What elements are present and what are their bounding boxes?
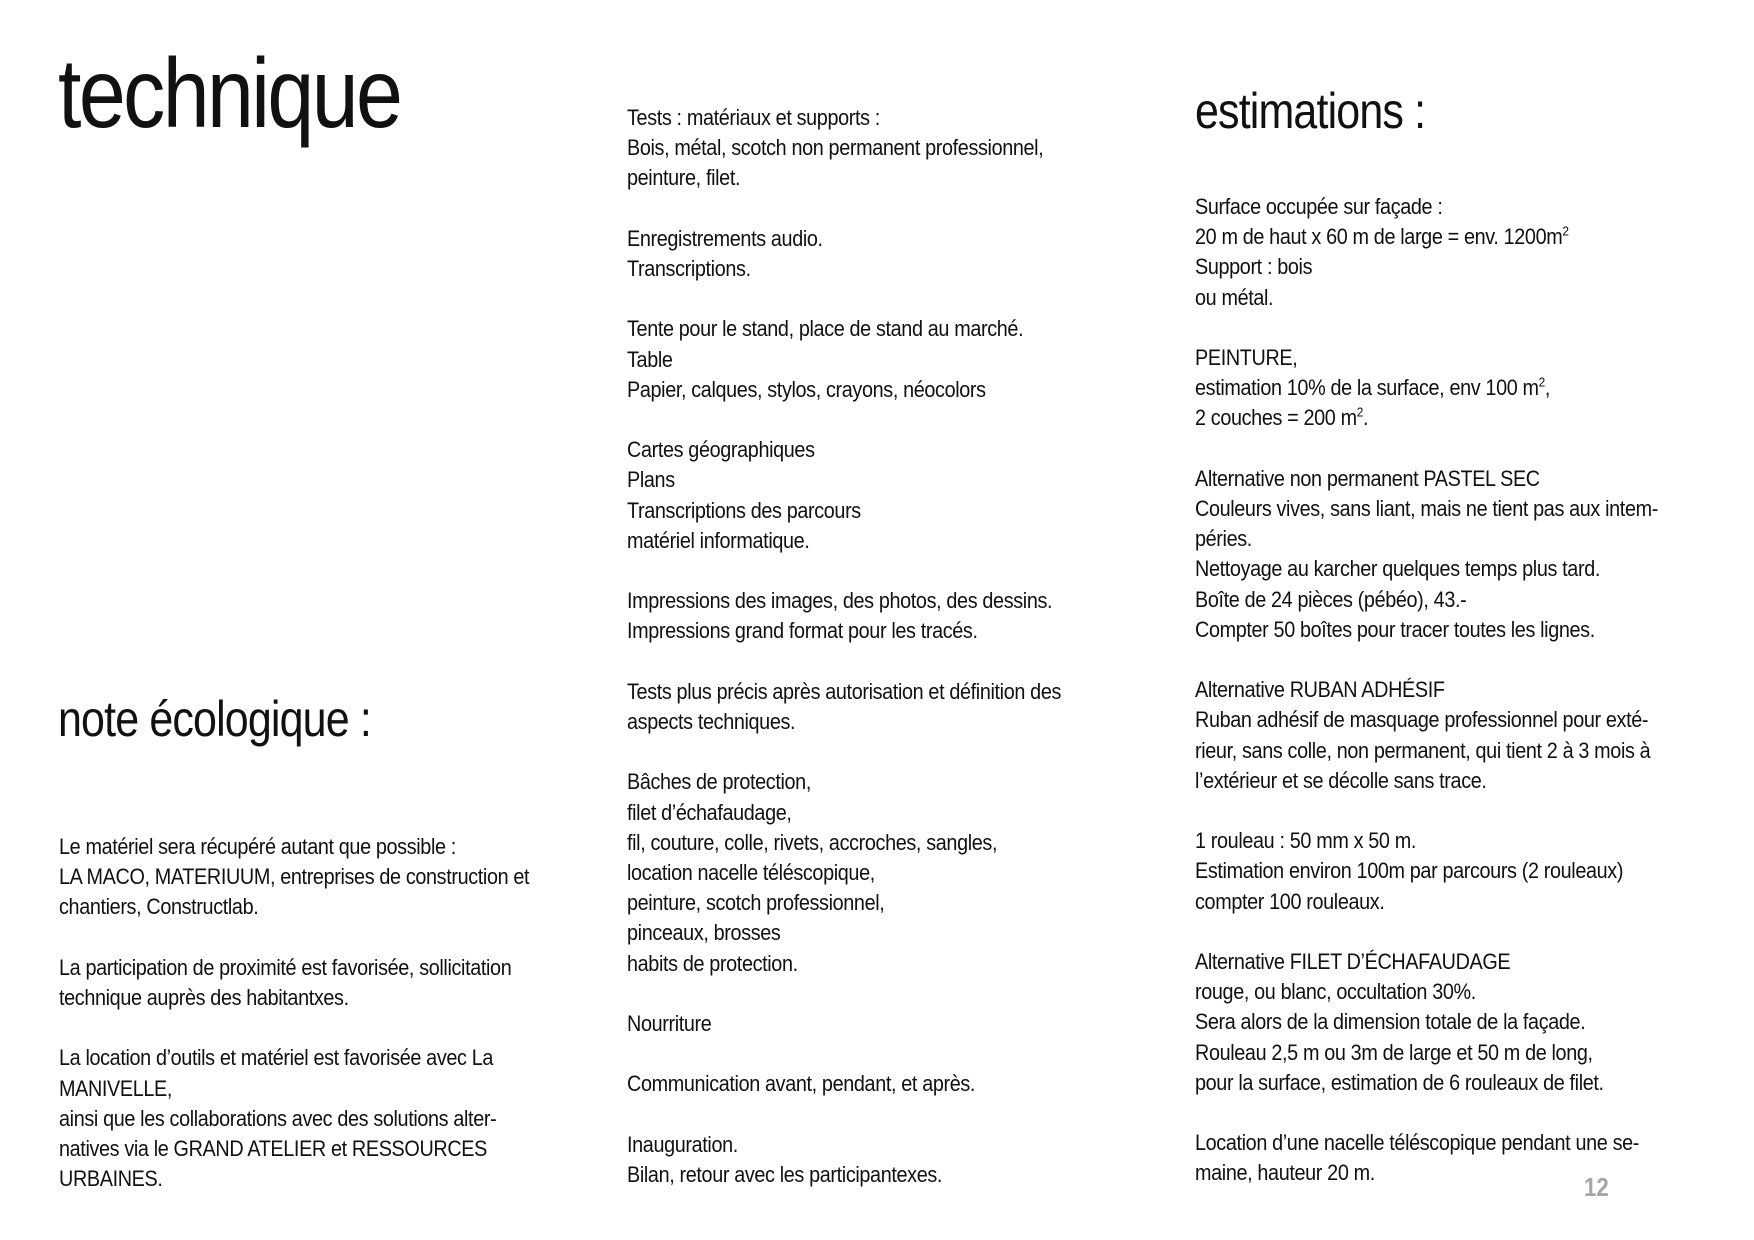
estimations-text-line: Couleurs vives, sans liant, mais ne tient pas aux intem-: [1195, 496, 1658, 521]
note-ecologique-text: [59, 832, 529, 1194]
surface-dimensions: [1195, 222, 1658, 252]
technique-list-line: Transcriptions.: [627, 256, 751, 281]
peinture-title: PEINTURE,: [1195, 345, 1298, 370]
estimations-text-line: Boîte de 24 pièces (pébéo), 43.-: [1195, 586, 1467, 612]
technique-list-line: Papier, calques, stylos, crayons, néocolors: [627, 376, 986, 402]
estimations-text-line: Alternative FILET D’ÉCHAFAUDAGE: [1195, 949, 1511, 974]
estimations-text-line: compter 100 rouleaux.: [1195, 888, 1385, 914]
estimations-text-line: Compter 50 boîtes pour tracer toutes les lignes.: [1195, 616, 1595, 642]
technique-list-line: Bois, métal, scotch non permanent professionnel,: [627, 135, 1044, 161]
note-text-line: technique auprès des habitantxes.: [59, 985, 349, 1010]
technique-list-line: Table: [627, 346, 673, 372]
estimations-text-line: Alternative non permanent PASTEL SEC: [1195, 465, 1540, 491]
note-text-line: ainsi que les collaborations avec des solutions alter-: [59, 1105, 497, 1131]
support-line-1: Support : bois: [1195, 254, 1313, 280]
technique-list-line: Tente pour le stand, place de stand au marché.: [627, 316, 1024, 342]
technique-list-line: peinture, filet.: [627, 165, 741, 191]
estimations-text-line: Alternative RUBAN ADHÉSIF: [1195, 677, 1445, 703]
technique-list-line: aspects techniques.: [627, 708, 796, 734]
surface-unit-sup: 2: [1562, 223, 1569, 239]
technique-list-line: Tests : matériaux et supports :: [627, 105, 880, 130]
page-title: technique: [58, 38, 401, 148]
technique-list-line: Bâches de protection,: [627, 769, 811, 795]
note-text-line: MANIVELLE,: [59, 1075, 173, 1101]
note-text-line: La participation de proximité est favorisée, sollicitation: [59, 954, 512, 980]
surface-label: Surface occupée sur façade :: [1195, 194, 1443, 219]
technique-list-line: Plans: [627, 467, 675, 493]
estimations-text-line: Ruban adhésif de masquage professionnel pour exté-: [1195, 707, 1649, 733]
peinture-couches: [1195, 403, 1658, 433]
note-text-line: chantiers, Constructlab.: [59, 894, 259, 920]
note-text-line: URBAINES.: [59, 1166, 163, 1192]
peinture-couches-sup: 2: [1356, 405, 1363, 421]
technique-list-line: matériel informatique.: [627, 527, 810, 553]
peinture-estimation-end: ,: [1544, 375, 1551, 401]
estimations-text-line: Estimation environ 100m par parcours (2 rouleaux): [1195, 858, 1624, 884]
technique-list-line: filet d’échafaudage,: [627, 799, 792, 825]
technique-list-line: Tests plus précis après autorisation et définition des: [627, 678, 1062, 704]
note-text-line: La location d’outils et matériel est favorisée avec La: [59, 1045, 494, 1071]
estimations-text-line: Location d’une nacelle téléscopique pendant une se-: [1195, 1130, 1639, 1156]
technique-list-line: location nacelle téléscopique,: [627, 859, 875, 885]
estimations-text-line: rieur, sans colle, non permanent, qui tient 2 à 3 mois à: [1195, 737, 1651, 763]
estimations-text-line: Rouleau 2,5 m ou 3m de large et 50 m de long,: [1195, 1039, 1593, 1065]
technique-list-line: pinceaux, brosses: [627, 920, 781, 946]
technique-list-line: Bilan, retour avec les participantexes.: [627, 1161, 943, 1187]
technique-list-line: Inauguration.: [627, 1131, 738, 1157]
estimations-text-line: Sera alors de la dimension totale de la façade.: [1195, 1009, 1586, 1035]
estimations-text-line: l’extérieur et se décolle sans trace.: [1195, 767, 1487, 793]
technique-list-line: Impressions grand format pour les tracés.: [627, 618, 978, 644]
peinture-estimation-sup: 2: [1538, 374, 1545, 390]
surface-dims-text: 20 m de haut x 60 m de large = env. 1200m: [1195, 224, 1563, 250]
technique-list-line: Cartes géographiques: [627, 437, 815, 463]
technique-list-line: peinture, scotch professionnel,: [627, 890, 885, 916]
technique-list-line: fil, couture, colle, rivets, accroches, sangles,: [627, 829, 998, 855]
estimations-text-line: 1 rouleau : 50 mm x 50 m.: [1195, 828, 1417, 854]
technique-list-line: Communication avant, pendant, et après.: [627, 1071, 976, 1097]
technique-list-line: Impressions des images, des photos, des dessins.: [627, 588, 1053, 614]
peinture-estimation-text: estimation 10% de la surface, env 100 m: [1195, 375, 1539, 401]
estimations-text-line: maine, hauteur 20 m.: [1195, 1160, 1375, 1186]
technique-list-line: Enregistrements audio.: [627, 225, 823, 251]
note-text-line: Le matériel sera récupéré autant que possible :: [59, 834, 456, 859]
estimations-text-line: péries.: [1195, 526, 1252, 552]
peinture-estimation: [1195, 373, 1658, 403]
estimations-text: [1195, 192, 1658, 1189]
heading-estimations: estimations :: [1195, 83, 1426, 139]
estimations-text-line: Nettoyage au karcher quelques temps plus tard.: [1195, 556, 1600, 582]
technique-list-line: Transcriptions des parcours: [627, 497, 861, 523]
heading-note-ecologique: note écologique :: [58, 691, 371, 747]
technique-list-line: habits de protection.: [627, 950, 798, 976]
note-text-line: LA MACO, MATERIUUM, entreprises de construction et: [59, 864, 530, 890]
technique-list-line: Nourriture: [627, 1010, 712, 1036]
estimations-text-line: rouge, ou blanc, occultation 30%.: [1195, 979, 1476, 1005]
technique-list: [627, 103, 1061, 1190]
peinture-couches-text: 2 couches = 200 m: [1195, 405, 1357, 431]
note-text-line: natives via le GRAND ATELIER et RESSOURCES: [59, 1136, 487, 1161]
page-number: 12: [1584, 1172, 1609, 1202]
estimations-text-line: pour la surface, estimation de 6 rouleaux de filet.: [1195, 1069, 1604, 1095]
support-line-2: ou métal.: [1195, 284, 1274, 310]
peinture-couches-end: .: [1362, 405, 1369, 431]
